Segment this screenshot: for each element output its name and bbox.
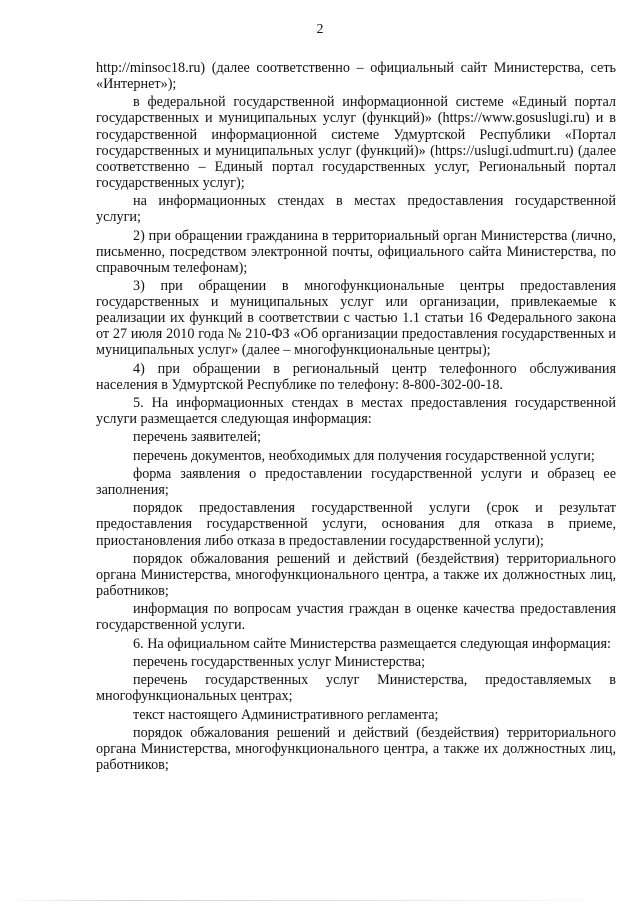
list-item-services-list: перечень государственных услуг Министерства; <box>133 653 426 670</box>
list-item-appeal-procedure: порядок обжалования решений и действий (бездействия) территориального органа Министерства, многофункционального центра, а также их должностных лиц, работников; <box>96 550 616 599</box>
paragraph-website-ref: http://minsoc18.ru) (далее соответственно – официальный сайт Министерства, сеть «Интернет»); <box>96 60 616 93</box>
paragraph-item-4: 4) при обращении в региональный центр телефонного обслуживания населения в Удмуртской Республике по телефону: 8-800-302-00-18. <box>96 360 616 393</box>
paragraph-federal-portal: в федеральной государственной информационной системе «Единый портал государственных и муниципальных услуг (функций)» (https://www.gosuslugi.ru) и в государственной информационной системе Удмуртской Республики «Портал государственных и муниципальных услуг (функций)» (https://uslugi.udmurt.ru) (далее соответственно – Единый портал государственных услуг, Региональный портал государственных услуг); <box>96 94 616 191</box>
list-item-application-form: форма заявления о предоставлении государственной услуги и образец ее заполнения; <box>96 465 616 499</box>
paragraph-section-5: 5. На информационных стендах в местах предоставления государственной услуги размещается следующая информация: <box>96 395 616 428</box>
list-item-quality-assessment: информация по вопросам участия граждан в оценке качества предоставления государственной услуги. <box>96 601 616 634</box>
scan-edge-line <box>0 900 640 901</box>
list-item-appeal-procedure-2: порядок обжалования решений и действий (бездействия) территориального органа Министерства, многофункционального центра, а также их должностных лиц, работников; <box>96 724 616 774</box>
paragraph-info-stands: на информационных стендах в местах предоставления государственной услуги; <box>96 193 616 226</box>
page-number: 2 <box>316 22 324 37</box>
paragraph-item-2: 2) при обращении гражданина в территориальный орган Министерства (лично, письменно, посредством электронной почты, официального сайта Министерства, по справочным телефонам); <box>96 227 616 276</box>
paragraph-section-6: 6. На официальном сайте Министерства размещается следующая информация: <box>133 635 611 652</box>
list-item-services-mfc: перечень государственных услуг Министерства, предоставляемых в многофункциональных центрах; <box>96 672 616 705</box>
list-item-procedure: порядок предоставления государственной услуги (срок и результат предоставления государственной услуги, основания для отказа в приеме, приостановления либо отказа в предоставлении государственной услуги); <box>96 500 616 549</box>
list-item-regulation-text: текст настоящего Административного регламента; <box>133 706 439 723</box>
list-item-documents: перечень документов, необходимых для получения государственной услуги; <box>133 447 595 464</box>
paragraph-item-3: 3) при обращении в многофункциональные центры предоставления государственных и муниципальных услуг или организации, привлекаемые к реализации их функций в соответствии с частью 1.1 статьи 16 Федерального закона от 27 июля 2010 года № 210-ФЗ «Об организации предоставления государственных и муниципальных услуг» (далее – многофункциональные центры); <box>96 277 616 359</box>
list-item-applicants: перечень заявителей; <box>133 429 262 446</box>
document-body <box>96 60 616 775</box>
